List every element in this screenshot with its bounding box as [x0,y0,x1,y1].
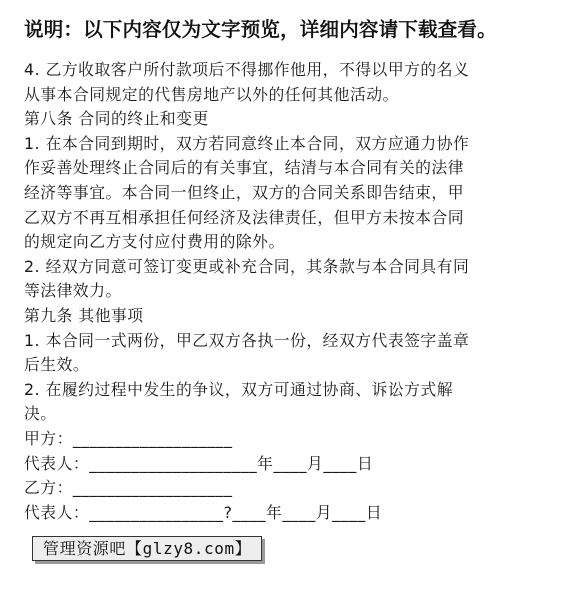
document-line: 4. 乙方收取客户所付款项后不得挪作他用，不得以甲方的名义 [24,60,470,79]
site-watermark-badge [32,536,262,561]
document-line: 决。 [24,404,57,424]
document-line: 1. 在本合同到期时，双方若同意终止本合同，双方应通力协作 [24,133,470,153]
section-heading: 第八条 合同的终止和变更 [24,109,209,129]
watermark-open-bracket: 【 [126,539,143,558]
document-line: 的规定向乙方支付应付费用的除外。 [24,232,285,252]
document-line: 等法律效力。 [24,281,122,301]
signature-line-party-b: 乙方：___________________ [24,478,233,498]
signature-line-party-a: 甲方：___________________ [24,428,233,448]
signature-line-representative-a: 代表人：____________________年____月____日 [24,453,374,473]
document-line: 作妥善处理终止合同后的有关事宜，结清与本合同有关的法律 [24,158,465,178]
document-line: 后生效。 [24,355,90,375]
section-heading: 第九条 其他事项 [24,305,144,325]
document-line: 经济等事宜。本合同一但终止，双方的合同关系即告结束，甲 [24,182,465,202]
watermark-name: 管理资源吧 [43,539,127,558]
document-line: 乙双方不再互相承担任何经济及法律责任，但甲方未按本合同 [24,207,465,227]
document-line: 1. 本合同一式两份，甲乙双方各执一份，经双方代表签字盖章 [24,330,470,350]
document-line: 2. 经双方同意可签订变更或补充合同，其条款与本合同具有同 [24,256,470,276]
watermark-close-bracket: 】 [234,539,252,558]
watermark-site: glzy8.com [142,539,235,558]
preview-notice: 说明：以下内容仅为文字预览，详细内容请下载查看。 [24,18,497,41]
signature-line-representative-b: 代表人：________________?____年____月____日 [24,502,383,522]
document-line: 2. 在履约过程中发生的争议，双方可通过协商、诉讼方式解 [24,379,454,399]
document-line: 从事本合同规定的代售房地产以外的任何其他活动。 [24,84,399,104]
document-body [24,58,554,525]
